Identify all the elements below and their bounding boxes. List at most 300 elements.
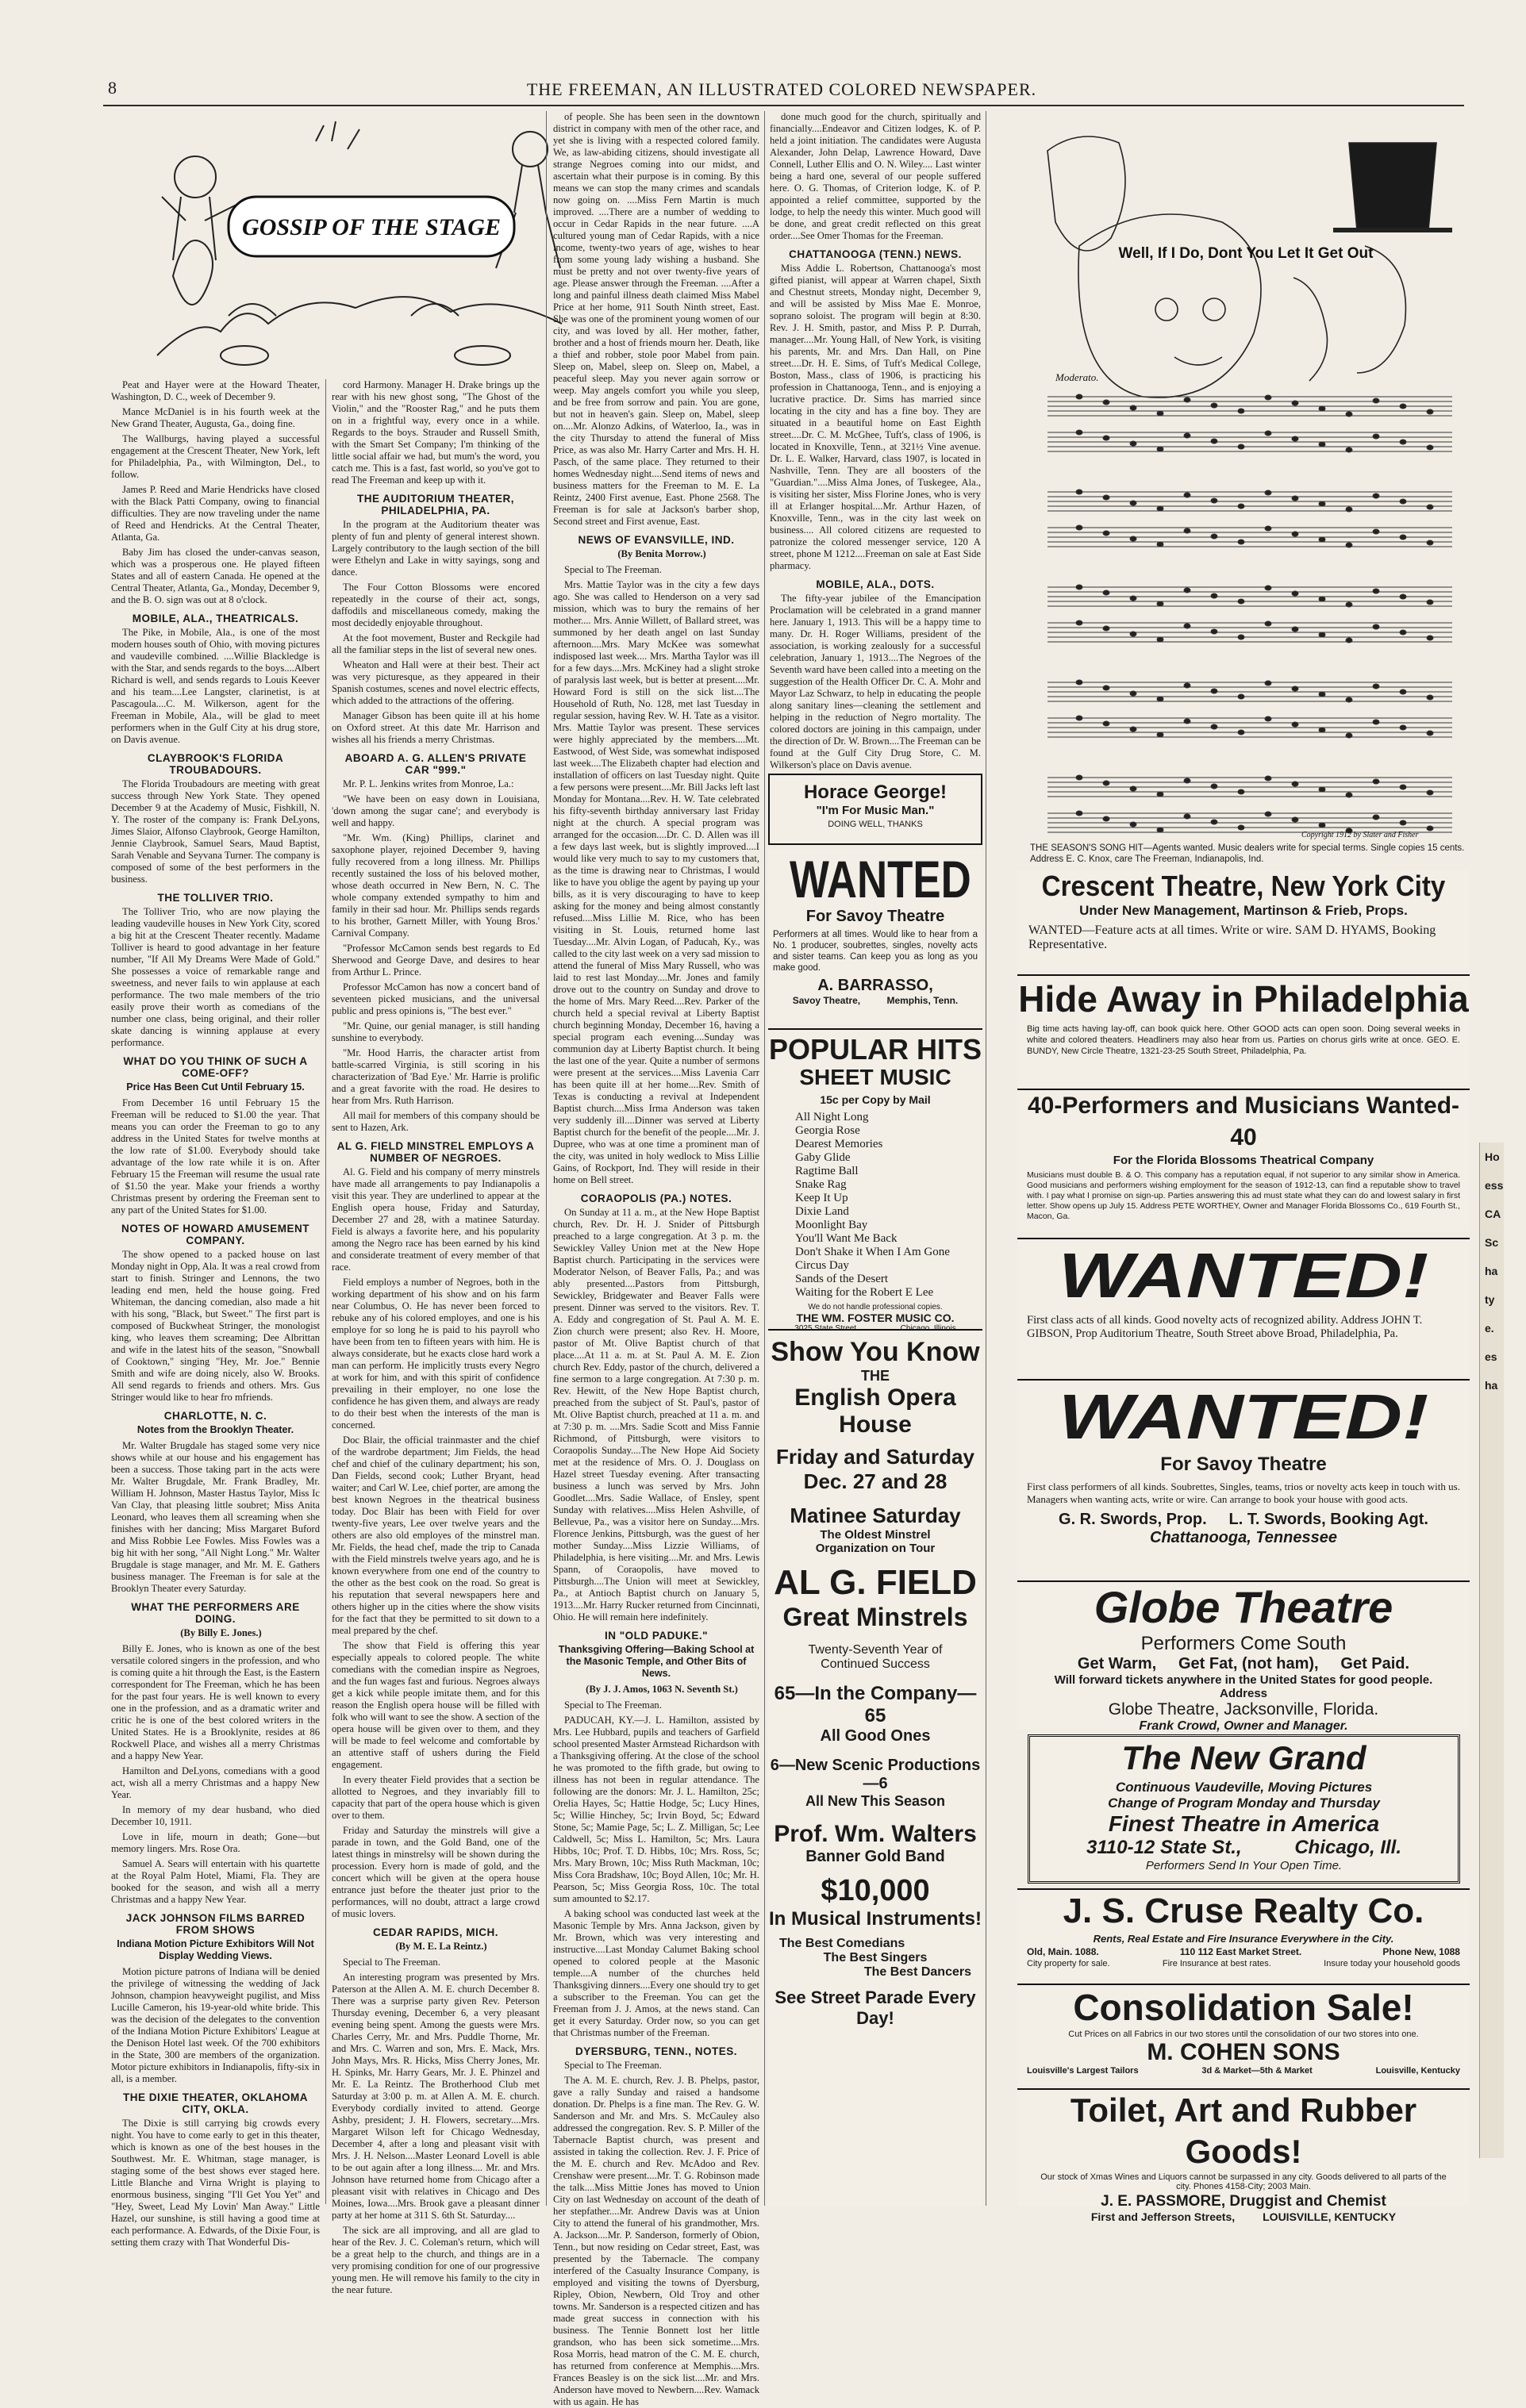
newgrand-heading: The New Grand: [1121, 1739, 1366, 1776]
popular-company: THE WM. FOSTER MUSIC CO.: [796, 1312, 955, 1324]
song-item: Moonlight Bay: [795, 1219, 868, 1231]
cruse-row-1: [1017, 1945, 1470, 1959]
music-note: [1076, 716, 1082, 720]
music-note: [1427, 600, 1433, 605]
music-note: [1130, 822, 1136, 827]
crescent-theatre-ad: [1017, 870, 1470, 971]
ad-line: 6—New Scenic Productions—6: [770, 1757, 981, 1792]
horace-sub: DOING WELL, THANKS: [828, 820, 923, 829]
consol-f1: Louisville's Largest Tailors: [1027, 2066, 1139, 2076]
ad-line: The Oldest Minstrel Organization on Tour: [815, 1528, 936, 1555]
music-note: [1319, 597, 1325, 601]
music-note: [1346, 602, 1352, 607]
music-note: [1103, 531, 1109, 536]
ad-line: English Opera House: [794, 1385, 956, 1438]
ad-line: $10,000: [821, 1874, 930, 1907]
article-paragraph: done much good for the church, spiritually and financially....Endeavor and Citizen lodges, K. of P. held a joint initiation. The candidates were Augusta Alexander, John Delap, Lawrence Howard, Dave Connell, Luther Ellis and O. N. Wiley.... Last winter being a hard one, several of our people suffered here. O. G. Thomas, of Criterion lodge, K. of P. appointed a relief committee, supported by the lodge, to help the needy this winter. Much good will be done, and great credit reflected on this great order....See Omer Thomas for the Freeman.: [770, 111, 981, 241]
music-note: [1427, 731, 1433, 735]
music-note: [1130, 501, 1136, 505]
article-paragraph: The show opened to a packed house on last Monday night in Opp, Ala. It was a real crowd from start to finish. Stringer and Lennons, the two leading end men, held the house going. Fred Whiteman, the dancing comedian, also made a hit with his song, "Black, but Sweet." The first part is composed of Buckwheat Stringer, the monologist king, who leaves them screaming; Dee Albrittan and wife in the latest hits of the season, "Snowball of Cooktown," singing "Hey, Mr. Joe." Bennie Smith and wife are doing nicely, also W. Brooks. All send regards to friends and others. Mrs. Gus Stringer would like to hear fro mfriends.: [111, 1249, 320, 1403]
music-note: [1211, 534, 1217, 539]
article-paragraph: Wheaton and Hall were at their best. Their act was very picturesque, as they appeared in their Spanish costumes, scenes and novel electric effects, which added to the attractions of the offering.: [332, 659, 540, 706]
music-note: [1400, 440, 1406, 444]
article-paragraph: "Mr. Wm. (King) Phillips, clarinet and saxophone player, rejoined December 9, having fully recovered from a long illness. Mr. Phillips recently sustained the loss of his beloved mother, whose death occurred in New Bern, N. C. The whole company extended sympathy to him and family in their sad hour. Mr. Phillips sends regards to his brother, Garnett Miller, with Young Bros.' Carnival Company.: [332, 832, 540, 939]
article-headline: DYERSBURG, TENN., NOTES.: [575, 2045, 738, 2057]
song-item: All Night Long: [795, 1111, 869, 1123]
article-paragraph: Billy E. Jones, who is known as one of the best versatile colored singers in the profession, and who is coming quite a hit through the East, is the Eastern correspondent for The Freeman, which he has been for the past four years. He is well known to every one in the profession, and as a dramatic writer and critic he is one of the best colored writers in the United States. He is a Brooklynite, resides at 86 Rockwell Place, and wishes all a merry Christmas and a happy New Year.: [111, 1643, 320, 1761]
article-byline: (By Benita Morrow.): [617, 548, 706, 559]
article-paragraph: "Mr. Quine, our genial manager, is still handing sunshine to everybody.: [332, 1020, 540, 1043]
article-paragraph: Special to The Freeman.: [564, 2060, 662, 2071]
tempo-marking: Moderato.: [1055, 371, 1099, 383]
article-paragraph: Motion picture patrons of Indiana will be denied the privilege of witnessing the wedding of Jack Johnson, champion heavyweight pugilist, and Miss Lucille Cameron, his 19-year-old white bride. This was the decision of the delegates to the convention of the Indiana Motion Picture Exhibitors' League at the Denison Hotel last week. Of the 700 exhibitors in the State, 300 are members of the organization. Motor picture exhibitors in Indianapolis, fifty-six in all, is a member.: [111, 1966, 320, 2084]
music-note: [1346, 447, 1352, 452]
toilet-art-rubber-goods-ad: [1017, 2088, 1470, 2223]
horace-tagline: "I'm For Music Man.": [816, 804, 935, 817]
article-paragraph: cord Harmony. Manager H. Drake brings up the rear with his new ghost song, "The Ghost of the Violin," and the "Rooster Rag," and he puts them on in a frightful way, every once in a while. Regards to the boys. Strauder and Russell Smith, with the Smart Set Company; I'm thinking of the little social affair we had, but mum's the word, you catch me. This is a fast, fast world, so you've got to read The Freeman and keep up with it.: [332, 379, 540, 486]
article-paragraph: PADUCAH, KY.—J. L. Hamilton, assisted by Mrs. Lee Hubbard, pupils and teachers of Garfield school presented Master Armstead Richardson with a Thanksgiving offering. At the close of the school he was promoted to the fifth grade, but owing to illness has not been in regular attendance. The following are the donors: Mr. J. L. Hamilton, 25c; Orelia Hayes, 5c; Hattie Hodge, 5c; Lucy Hines, 5c; Willie Hinchey, 5c; Irvin Boyd, 5c; Edward Stone, 5c; Mamie Page, 5c; L. Z. Milligan, 5c; Lee Caldwell, 5c; Miss L. Hamilton, 5c; Mrs. Laura Hibbs, 10c; Prof. T. D. Hibbs, 10c; Mrs. Ross, 5c; Mrs. Mary Brown, 10c; Miss Ruth Mackman, 10c; Miss Cora Bradshaw, 10c; Boyd Allen, 10c; Mr. H. Pearson, 5c; Miss Georgia Ross, 10c. The total sum amounted to $2.17.: [553, 1715, 759, 1904]
article-paragraph: Mr. Walter Brugdale has staged some very nice shows while at our house and his engagement has been a success. Those taking part in the acts were Mr. Walter Brugdale, Mr. Frank Bradley, Mr. William H. Johnson, Master Hastus Taylor, Miss Ic Van Clay, that pleasing little soubret; Miss Anita Leonard, who leaves them all screaming when she finishes with her dancing; Miss Margaret Buford and Miss Robbie Lee Fowles. Miss Fowles was a big hit with her song, "All Night Long." Mr. Walter Brugdale is stage manager, and Mr. M. E. Gathers business manager. The Freeman is for sale at the Brooklyn Theater every Saturday.: [111, 1440, 320, 1594]
song-item: Georgia Rose: [795, 1124, 860, 1137]
music-note: [1400, 499, 1406, 504]
cartoon-title: GOSSIP OF THE STAGE: [242, 214, 501, 240]
music-note: [1130, 536, 1136, 541]
song-item: You'll Want Me Back: [795, 1232, 898, 1245]
music-note: [1184, 397, 1190, 402]
article-paragraph: On Sunday at 11 a. m., at the New Hope Baptist church, Rev. Dr. H. J. Snider of Pittsburgh preached to a large congregation. At 3 p. m. the Sewickley Valley Union met at the New Hope Baptist church. Participating in the services were Moderator Nelson, of Beaver Falls, Pa.; and was ably presented....Pastors from Pittsburgh, Sewickley, Bridgewater and Beaver Falls were present. Dinner was served to the visitors. Rev. T. A. Eddy and congregation of St. Paul A. M. E. Zion church were present; also Rev. H. Moore, pastor of Mt. Olive Baptist church of that place....At 11 a. m. at St. Paul A. M. E. Zion church Rev. Eddy, pastor of the church, delivered a fine sermon to a large congregation. At 7:30 p. m. Rev. Hewitt, of the New Hope Baptist church, preached from the subject of St. Paul's, pastor of Mt. Olive Baptist church, preached at 11 a. m. and at 7:30 p. m. ....Mrs. Sadie Scott and Miss Fannie Richmond, of Pittsburgh, were visitors to Coraopolis Sunday....The New Hope Aid Society met at the residence of Mrs. O. J. Douglass on Hazel street Tuesday evening. After transacting business a lunch was served by Mrs. John Goodlet....Mrs. Sadie Wallace, of Ensley, spent Sunday with relatives....Miss Helen Ashville, of Bellevue, Pa., was a visitor here on Sunday....Mrs. Florence Jenkins, Pittsburgh, was the guest of her mother Sunday....Miss Lizzie Williams, of Philadelphia, is here visiting....Mr. and Mrs. Lewis Spann, of Coraopolis, have moved to Pittsburgh....The Union will meet at Sewickley, Pa., at Antioch Baptist church on January 5, 1913....Mr. Harry Rucker returned from Cincinnati, Ohio. He will remain here indefinitely.: [553, 1207, 759, 1623]
music-note: [1373, 529, 1379, 534]
article-paragraph: The A. M. E. church, Rev. J. B. Phelps, pastor, gave a rally Sunday and raised a handsome donation. Dr. Phelps is a fine man. The Rev. G. W. Sanderson and Mr. and Mrs. S. McCauley also addressed the congregation. Rev. S. P. Miller of the Tabernacle Baptist church, was present and assisted in taking the collection. Rev. J. F. Price of the M. E. church and Rev. McAdoo and Rev. Crenshaw were present....Mr. T. G. Robinson made the talk....Miss Mittie Jones has moved to Union City on last Wednesday on account of the death of her stepfather....Mr. Andrew Davis was at Union City to attend the funeral of his grandmother, Mrs. A. Jackson....Mr. P. Sanderson, formerly of Obion, Tenn., but now residing on Cedar street, East, was presented by the Tabernacle. The company interfered of the Casualty Insurance Company, is employed and visiting the towns of Dyersburg, Ripley, Obion, Newbern, Old Troy and other towns. Mr. Sanderson is a respected citizen and has made great success in connection with his business. The Tennie Bonnett lost her little grandson, who has been sick sometime....Mrs. Rosa Morris, head matron of the C. M. E. church, has returned from conference at Memphis....Mrs. Frances Beasley is on the sick list....Mr. and Mrs. Anderson have moved to Newbern....Rev. Wamack with us again. He has: [553, 2075, 759, 2407]
article-headline: CHARLOTTE, N. C.: [163, 1410, 267, 1422]
globe-line-3: Globe Theatre, Jacksonville, Florida.: [1108, 1700, 1379, 1719]
ad-line: Banner Gold Band: [805, 1848, 945, 1865]
music-note: [1076, 525, 1082, 530]
music-note: [1211, 689, 1217, 693]
music-note: [1292, 591, 1298, 596]
music-note: [1130, 691, 1136, 696]
music-note: [1400, 404, 1406, 409]
music-note: [1238, 825, 1244, 830]
music-note: [1346, 412, 1352, 417]
song-item: Circus Day: [795, 1259, 849, 1272]
hideaway-body: Big time acts having lay-off, can book quick here. Other GOOD acts can open soon. Doing several weeks in white and colored theaters. Headliners may also hear from us. Parties on chorus girls write at once. GEO. E. BUNDY, New Circle Theatre, 1321-23-25 South Street, Philadelphia, Pa.: [1027, 1024, 1460, 1056]
cruse-realty-ad: [1017, 1888, 1470, 1980]
article-paragraph: Peat and Hayer were at the Howard Theater, Washington, D. C., week of December 9.: [111, 379, 320, 402]
page-number: 8: [108, 78, 117, 98]
music-note: [1427, 505, 1433, 509]
music-note: [1076, 394, 1082, 399]
music-note: [1184, 588, 1190, 593]
forty-body: Musicians must double B. & O. This company has a reputation equal, if not superior to any similar show in America. Good musicians and performers wishing employment for the season of 1912-13, can find a reputable show to travel with. I pay what I promise on sign-up. Parties answering this ad must state what they can do and lowest salary in first letter. Show opens up July 15. Address PETE WORTHEY, Owner and Manager Florida Blossoms Co., 619 Fourth St., Macon, Ga.: [1027, 1170, 1460, 1221]
music-note: [1211, 593, 1217, 598]
crescent-body: WANTED—Feature acts at all times. Write or wire. SAM D. HYAMS, Booking Representative.: [1028, 924, 1436, 951]
music-note: [1157, 697, 1163, 701]
music-note: [1130, 727, 1136, 732]
article-headline: IN "OLD PADUKE.": [604, 1630, 709, 1642]
ad-line: 65—In the Company—65: [774, 1683, 977, 1726]
music-note: [1157, 792, 1163, 797]
article-paragraph: The fifty-year jubilee of the Emancipation Proclamation will be celebrated in a grand manner here. January 1, 1913. This will be a happy time to many. Dr. H. Roger Williams, president of the association, is working zealously for a successful celebration, January 1, 1913....The Negroes of the Seventh ward have been called into a meeting on the suggestion of the Health Officer Dr. C. A. Mohr and Mayor Laz Schwarz, to help in educating the people along sanitary lines—cleaning the settlement and helping in the reduction of Negro mortality. The colored doctors are joining in this campaign, under the direction of Dr. W. Brown....The Freeman can be found at the Gulf City Drug Store, C. M. Wilkerson's place on Davis avenue.: [770, 593, 981, 770]
music-note: [1103, 590, 1109, 595]
cruse-heading: J. S. Cruse Realty Co.: [1063, 1891, 1424, 1930]
article-byline: (By J. J. Amos, 1063 N. Seventh St.): [586, 1684, 738, 1695]
article-paragraph: In the program at the Auditorium theater was plenty of fun and plenty of general interest shown. Largely contributory to the laugh section of the bill were Ethelyn and Lake in witty sayings, song and dance.: [332, 519, 540, 578]
article-headline: CHATTANOOGA (TENN.) NEWS.: [789, 248, 962, 260]
music-note: [1157, 506, 1163, 511]
article-paragraph: In memory of my dear husband, who died December 10, 1911.: [111, 1804, 320, 1827]
article-paragraph: Special to The Freeman.: [564, 1699, 662, 1711]
song-item: Snake Rag: [795, 1178, 847, 1191]
music-note: [1346, 733, 1352, 738]
article-paragraph: The sick are all improving, and all are glad to hear of the Rev. J. C. Coleman's return, which will be a great help to the church, and things are in a very promising condition for one of our progressive young men. He will remove his family to the city in the near future.: [332, 2225, 540, 2295]
article-paragraph: Friday and Saturday the minstrels will give a parade in town, and the Gold Band, one of the latest things in minstrelsy will be shown during the procession. Every horn is made of gold, and the concert which will be given at the opera house entrance just before the theater just prior to the performances, will no doubt, attract a large crowd of music lovers.: [332, 1825, 540, 1919]
consol-footer: [1017, 2066, 1470, 2076]
music-note: [1103, 400, 1109, 405]
music-note: [1400, 594, 1406, 599]
wanted-sub: For Savoy Theatre: [805, 908, 945, 925]
music-note: [1211, 403, 1217, 408]
adjacent-page-edge: [1479, 1143, 1504, 2158]
wanted3-city: Chattanooga, Tennessee: [1150, 1529, 1337, 1546]
article-paragraph: At the foot movement, Buster and Reckgile had all the familiar steps in the list of several new ones.: [332, 632, 540, 655]
music-note: [1319, 823, 1325, 828]
news-column-4: [770, 111, 981, 770]
popular-price: 15c per Copy by Mail: [820, 1093, 931, 1106]
music-note: [1292, 627, 1298, 632]
cruse-note-3: Insure today your household goods: [1324, 1959, 1460, 1968]
edge-fragment: ha: [1485, 1379, 1498, 1392]
music-note: [1157, 601, 1163, 606]
music-note: [1184, 493, 1190, 497]
music-note: [1373, 624, 1379, 629]
consol-heading: Consolidation Sale!: [1073, 1987, 1414, 2028]
wanted3-heading: WANTED!: [1058, 1381, 1429, 1452]
article-paragraph: Hamilton and DeLyons, comedians with a good act, wish all a merry Christmas and a happy New Year.: [111, 1765, 320, 1800]
ad-line: Great Minstrels: [782, 1603, 968, 1631]
article-headline: ABOARD A. G. ALLEN'S PRIVATE CAR "999.": [344, 752, 527, 776]
article-paragraph: The Florida Troubadours are meeting with great success through New York State. They opened December 9 at the Academy of Music, Fishkill, N. Y. The roster of the company is: Frank DeLyons, Jimes Slaior, Alfonso Claybrook, George Hamilton, Jennie Claybrook, Samuel Sears, Maud Baptist, Sarah Venable and Seyvana Turner. The company is composed of some of the best performers in the business.: [111, 778, 320, 885]
music-note: [1346, 697, 1352, 702]
toilet-body: Our stock of Xmas Wines and Liquors cannot be surpassed in any city. Goods delivered to all parts of the city. Phones 4158-City; 2003 Main.: [1040, 2172, 1447, 2191]
music-note: [1076, 680, 1082, 685]
edge-fragment: e.: [1485, 1322, 1494, 1335]
song-title-banner: Well, If I Do, Dont You Let It Get Out: [1118, 245, 1374, 262]
news-column-1: [111, 379, 320, 2248]
cruse-sub: Rents, Real Estate and Fire Insurance Everywhere in the City.: [1093, 1933, 1394, 1945]
music-note: [1184, 433, 1190, 438]
cruse-row-2: [1017, 1959, 1470, 1968]
article-paragraph: In every theater Field provides that a section be allotted to Negroes, and they invariably fill to capacity that part of the opera house which is given over to them.: [332, 1774, 540, 1821]
article-headline: WHAT DO YOU THINK OF SUCH A COME-OFF?: [123, 1055, 308, 1079]
newgrand-line-1: Continuous Vaudeville, Moving Pictures: [1115, 1780, 1373, 1795]
music-note: [1076, 585, 1082, 590]
ad-line: All New This Season: [805, 1793, 946, 1809]
wanted3-names: G. R. Swords, Prop. L. T. Swords, Booking Agt.: [1059, 1511, 1428, 1528]
music-note: [1211, 820, 1217, 824]
news-column-3: [553, 111, 759, 2407]
music-note: [1292, 496, 1298, 501]
popular-heading: POPULAR HITS: [768, 1033, 982, 1066]
music-note: [1346, 638, 1352, 643]
article-byline: (By M. E. La Reintz.): [395, 1941, 487, 1952]
forty-heading: 40-Performers and Musicians Wanted-40: [1027, 1093, 1460, 1150]
music-note: [1400, 535, 1406, 540]
music-note: [1346, 793, 1352, 797]
music-note: [1292, 436, 1298, 441]
music-note: [1346, 507, 1352, 512]
article-headline: THE DIXIE THEATER, OKLAHOMA CITY, OKLA.: [122, 2091, 308, 2115]
edge-fragment: ty: [1485, 1293, 1495, 1306]
music-note: [1319, 787, 1325, 792]
music-note: [1211, 724, 1217, 729]
crescent-heading: Crescent Theatre, New York City: [1041, 870, 1446, 902]
article-paragraph: The Dixie is still carrying big crowds every night. You have to come early to get in this theater, which is known as one of the best houses in the Southwest. Mr. E. Whitman, stage manager, is staging some of the best shows ever staged here. Little Blanche and Virna Wright is playing to enormous business, singing "I'll Get You Yet" and "Hey, Sweet, Lead My Lovin' Man Away." Little Hazel, our sunshine, is still having a good time at each performance. A. Edwards, of the Dixie Four, is setting them crazy with That Wonderful Dis-: [111, 2118, 320, 2248]
column-divider: [546, 111, 547, 2206]
sheet-music-caption: THE SEASON'S SONG HIT—Agents wanted. Music dealers write for special terms. Single copies 15 cents. Address E. C. Knox, care The Freeman, Indianapolis, Ind.: [1030, 843, 1465, 864]
music-note: [1427, 636, 1433, 640]
music-note: [1373, 398, 1379, 403]
ad-line: Twenty-Seventh Year of Continued Success: [808, 1643, 943, 1671]
ad-line: See Street Parade Every Day!: [775, 1987, 976, 2028]
article-headline: JACK JOHNSON FILMS BARRED FROM SHOWS: [125, 1912, 306, 1936]
article-paragraph: A baking school was conducted last week at the Masonic Temple by Mrs. Anna Jackson, given by Mr. Brown, which was very interesting and instructive....Last Monday Calumet Baking school opened to colored people at the Masonic temple....A number of the churches held Thanksgiving dinners....Every one should try to get a subscriber to the Freeman. You can get the Freeman from J. J. Amos, at the news stand. Can get it every Saturday. Order now, so you can get that Christmas number of the Freeman.: [553, 1908, 759, 2038]
music-note: [1373, 684, 1379, 689]
music-note: [1103, 495, 1109, 500]
music-note: [1238, 730, 1244, 735]
hideaway-heading: Hide Away in Philadelphia: [1018, 978, 1469, 1020]
column-divider: [325, 379, 326, 2204]
article-paragraph: of people. She has been seen in the downtown district in company with men of the other race, and yet she is living with a respected colored family. We, as law-abiding citizens, should investigate all strange Negroes coming into our midst, and ascertain what their purpose is in coming. By this means we can stop the many crimes and scandals now going on. ....Miss Fern Martin is much improved. ....There are a number of wedding to occur in Cedar Rapids in the near future. ....A cultured young man of Cedar Rapids, with a nice income, twenty-two years of age, wishes to hear from some young lady wishing a husband. She must be pretty and not over twenty-five years of age. Please answer through the Freeman. ....After a long and painful illness death claimed Miss Mabel Price at her home, 911 South Ninth street, East. She was one of the prominent young women of our city, and was loved by all. Her mother, father, brother and a host of friends mourn her. Death, like a thief and robber, stole poor Mabel from pain. Sleep on, Mabel, sleep on. Sleep on, Mabel, a peaceful sleep. May you never again sorrow or weep. May angels comfort you while you sleep, and be free from sorrow and pain. You are gone, but not in heaven's gain. Sleep on, Mabel, sleep on....Mr. Alonzo Adkins, of Waterloo, Ia., was in the city Thursday to attend the funeral of Miss Price, as was also Mr. Harry Carter and Mrs. H. H. Pasch, of the same place. They returned to their homes Wednesday night....Send items of news and business matters for the Freeman to M. E. La Reintz, 2400 First avenue, East. Phone 2568. The Freeman is for sale at Jackson's barber shop, Second street and First avenue, East.: [553, 111, 759, 527]
music-note: [1238, 504, 1244, 509]
music-note: [1292, 817, 1298, 822]
music-note: [1211, 439, 1217, 444]
music-note: [1319, 632, 1325, 637]
music-note: [1238, 694, 1244, 699]
music-note: [1076, 775, 1082, 780]
music-note: [1400, 689, 1406, 694]
globe-heading: Globe Theatre: [1094, 1582, 1393, 1632]
music-note: [1157, 828, 1163, 832]
article-byline: (By Billy E. Jones.): [180, 1627, 262, 1638]
music-note: [1319, 692, 1325, 697]
music-note: [1265, 490, 1271, 495]
music-note: [1103, 686, 1109, 690]
music-note: [1319, 406, 1325, 411]
music-note: [1157, 447, 1163, 451]
newgrand-line-4: 3110-12 State St., Chicago, Ill.: [1086, 1837, 1402, 1858]
article-paragraph: The Tolliver Trio, who are now playing the leading vaudeville houses in New York City, scored a big hit at the Crescent Theater recently. Madame Tolliver is heard to good advantage in her feature number, "If All My Dreams Were Made of Gold." She possesses a voice of remarkable range and sweetness, and never fails to win applause at each performance. The two male members of the trio easily prove their worth as comedians of the number one class, being original, and their roller skate dancing is winning applause at every performance.: [111, 906, 320, 1048]
music-note: [1373, 779, 1379, 784]
song-item: Sands of the Desert: [795, 1273, 889, 1285]
cruse-new-phone: Phone New, 1088: [1382, 1946, 1460, 1957]
globe-sub: Performers Come South: [1140, 1633, 1347, 1654]
article-subheadline: Indiana Motion Picture Exhibitors Will Not Display Wedding Views.: [117, 1938, 314, 1961]
popular-heading-2: SHEET MUSIC: [799, 1065, 951, 1089]
music-note: [1265, 776, 1271, 781]
masthead: THE FREEMAN, AN ILLUSTRATED COLORED NEWSPAPER.: [526, 79, 1037, 99]
music-note: [1292, 532, 1298, 536]
music-note: [1103, 781, 1109, 785]
news-column-2: [332, 379, 540, 2295]
edge-fragment: ha: [1485, 1265, 1498, 1277]
article-headline: THE TOLLIVER TRIO.: [157, 892, 274, 904]
music-note: [1265, 395, 1271, 400]
song-item: Ragtime Ball: [795, 1165, 859, 1177]
al-g-field-minstrels-ad: [768, 1329, 982, 2206]
article-headline: NOTES OF HOWARD AMUSEMENT COMPANY.: [121, 1223, 309, 1246]
article-paragraph: Manager Gibson has been quite ill at his home on Oxford street. At this date Mr. Harrison and wishes all his friends a merry Christmas.: [332, 710, 540, 745]
article-subheadline: Price Has Been Cut Until February 15.: [126, 1081, 305, 1093]
consolidation-sale-ad: [1017, 1984, 1470, 2085]
article-headline: MOBILE, ALA., THEATRICALS.: [132, 613, 299, 624]
music-note: [1184, 778, 1190, 783]
forty-sub: For the Florida Blossoms Theatrical Company: [1113, 1154, 1374, 1167]
newgrand-line-3: Finest Theatre in America: [1108, 1811, 1380, 1836]
globe-line-1: Get Warm, Get Fat, (not ham), Get Paid.: [1077, 1655, 1410, 1673]
article-paragraph: Baby Jim has closed the under-canvas season, which was a prosperous one. He played fifteen States and all of eastern Canada. He opened at the Central Theater, Atlanta, Ga., Monday, December 9, and the B. O. sign was out at 8 o'clock.: [111, 547, 320, 605]
music-note: [1184, 683, 1190, 688]
music-note: [1265, 586, 1271, 590]
cruse-note-1: City property for sale.: [1027, 1959, 1110, 1968]
article-headline: CEDAR RAPIDS, MICH.: [372, 1926, 498, 1938]
song-item: Dixie Land: [795, 1205, 849, 1218]
cruse-note-2: Fire Insurance at best rates.: [1162, 1959, 1271, 1968]
article-headline: WHAT THE PERFORMERS ARE DOING.: [131, 1601, 300, 1625]
music-note: [1427, 445, 1433, 450]
consol-body: Cut Prices on all Fabrics in our two stores until the consolidation of our two stores into one.: [1068, 2030, 1419, 2039]
music-note: [1319, 728, 1325, 732]
music-note: [1157, 542, 1163, 547]
wanted-contact: A. BARRASSO,: [817, 977, 933, 994]
ad-line: THE: [861, 1368, 890, 1384]
music-note: [1238, 599, 1244, 604]
article-paragraph: The Four Cotton Blossoms were encored repeatedly in the course of their act, songs, daffodils and miscellaneous comedy, making the most decidedly enjoyable throughout.: [332, 582, 540, 628]
gossip-cartoon-illustration: [149, 117, 578, 375]
music-note: [1427, 409, 1433, 414]
ad-line: Friday and Saturday: [776, 1445, 974, 1469]
article-subheadline: Notes from the Brooklyn Theater.: [136, 1424, 294, 1435]
sheet-music-illustration: [1032, 119, 1464, 843]
article-paragraph: Miss Addie L. Robertson, Chattanooga's most gifted pianist, will appear at Warren chapel, Sixth and Chestnut streets, Monday night, December 9, and will be assisted by Miss Mae E. Monroe, soprano soloist. The program will begin at 8:30. Rev. J. H. Smith, pastor, and Miss P. P. Durrah, manager....Mr. Young Hall, of New York, is visiting his parents, Mr. and Mrs. Dan Hall, on Pine street....Dr. H. E. Sims, of Tuft's Medical College, Boston, Mass., class of 1906, is practicing his profession in Chattanooga, Tenn., and is enjoying a lucrative practice. Dr. Sims has married since locating in the city and has a fine boy. They are situated in a beautiful home on East Eighth street....Dr. C. M. McGhee, Tuft's, class of 1906, is located in Knoxville, Tenn., at 321½ Vine avenue. Dr. L. E. Walker, Harvard, class 1907, is located in Nashville, Tenn. They are all boosters of the "Guardian."....Miss Alma Jones, of Tuskegee, Ala., is visiting her sister, Miss Florine Jones, who is very ill at Erlanger hospital....Mr. Arthur Hazen, of Knoxville, Tenn., was in the city last week on business.... All colored citizens are requested to patronize the colored messenger service, 120 A street, phone M 1212....Freeman on sale at East Side pharmacy.: [770, 263, 981, 571]
music-note: [1238, 540, 1244, 544]
music-note: [1130, 632, 1136, 636]
horace-george-ad: [768, 774, 982, 845]
song-item: Waiting for the Robert E Lee: [795, 1286, 934, 1299]
article-paragraph: Special to The Freeman.: [564, 564, 662, 575]
music-note: [1373, 815, 1379, 820]
wanted2-body: First class acts of all kinds. Good novelty acts of recognized ability. Address JOHN T. GIBSON, Prop Auditorium Theatre, South Street above Broad, Philadelphia, Pa.: [1027, 1314, 1423, 1340]
music-note: [1265, 431, 1271, 436]
article-paragraph: An interesting program was presented by Mrs. Paterson at the Allen A. M. E. church December 8. There was a surprise party given Rev. Peterson Thursday evening, December 6, a very pleasant evening being spent. Among the guests were Mrs. Charles Cerry, Mr. and Mrs. Puddle Thorne, Mr. and Mrs. C. Warren and son, Mrs. E. Mack, Mrs. John Mays, Mrs. R. Hicks, Miss Cherry Jones, Mr. H. Spinks, Mr. Harry Gears, Mr. J. E. Phinzel and Mr. E. La Reintz. The Brotherhood Club met Saturday at 3:00 p. m. at Allen A. M. E. church. Everybody cordially invited to attend. George Ashby, president; J. H. Flowers, secretary....Mrs. Margaret Wilson left for Chicago Wednesday, December 4, after a long and pleasant visit with Mrs. J. H. Nelson....Master Leonard Lovell is able to be out again after a long illness.... Mr. and Mrs. Johnson have returned home from Chicago after a pleasant visit with relatives in Chicago and Des Moines, Iowa....Mrs. Brook gave a pleasant dinner party at her home at 311 S. 6th St. Saturday....: [332, 1972, 540, 2221]
article-paragraph: "Professor McCamon sends best regards to Ed Sherwood and George Dave, and desires to hear from Arthur L. Prince.: [332, 943, 540, 977]
music-note: [1265, 681, 1271, 686]
music-note: [1130, 405, 1136, 410]
song-list: [768, 1111, 982, 1300]
article-paragraph: From December 16 until February 15 the Freeman will be reduced to $1.00 the year. That means you can order the Freeman to go to any address in the United States for twelve months at the low rate of $1.00. Everybody should take advantage of the low rate while it is on. After February 15 the Freeman will resume the usual rate of $1.50 the year. Make your friends a worthy Christmas present by ordering the Freeman sent to any part of the United States for $1.00.: [111, 1097, 320, 1216]
article-paragraph: Samuel A. Sears will entertain with his quartette at the Royal Palm Hotel, Miami, Fla. They are booked for the season, and wish all a merry Christmas and a happy New Year.: [111, 1858, 320, 1905]
article-headline: CORAOPOLIS (PA.) NOTES.: [580, 1192, 732, 1204]
newgrand-line-2: Change of Program Monday and Thursday: [1108, 1795, 1380, 1811]
music-note: [1211, 784, 1217, 789]
song-item: Don't Shake it When I Am Gone: [795, 1246, 950, 1258]
music-note: [1076, 490, 1082, 494]
music-note: [1184, 624, 1190, 628]
ad-line: Show You Know: [771, 1337, 980, 1367]
cruse-address: 110 112 East Market Street.: [1179, 1946, 1302, 1957]
music-note: [1319, 442, 1325, 447]
music-note: [1319, 501, 1325, 506]
wanted-body: Performers at all times. Would like to hear from a No. 1 producer, soubrettes, singles, novelty acts and sister teams. Can keep you as long as you make good.: [773, 930, 978, 973]
music-note: [1292, 401, 1298, 405]
article-paragraph: "We have been on easy down in Louisiana, 'down among the sugar cane'; and everybody is well and happy.: [332, 793, 540, 828]
music-note: [1427, 695, 1433, 700]
ad-line: The Best Dancers: [863, 1965, 971, 1979]
article-paragraph: Field employs a number of Negroes, both in the working department of his show and on his farm near Columbus, O. He has never been forced to rebuke any of his colored employes, and one is his employe for so long he is paid to his payroll who have been from ten to fifteen years with him. He is always considerate, but he exacts close hard work a man can perform. He implicitly trusts every Negro at work for him, and with this spirit of confidence prevailing in their employer, no one lose the confidence he has given them, and always are ready to do their best when the interests of the man is concerned.: [332, 1277, 540, 1431]
article-paragraph: Special to The Freeman.: [343, 1957, 440, 1968]
song-item: Keep It Up: [795, 1192, 848, 1204]
music-note: [1211, 629, 1217, 634]
article-paragraph: Al. G. Field and his company of merry minstrels have made all arrangements to pay Indianapolis a visit this year. They are underlined to appear at the English opera house, Friday and Saturday, December 27 and 28, with a matinee Saturday. Field is always a favorite here, and his popularity among the Negro race has been earned by his kind and considerate treatment of every member of that race.: [332, 1166, 540, 1273]
article-paragraph: Mrs. Mattie Taylor was in the city a few days ago. She was called to Henderson on a very sad mission, which was to bury the remains of her mother.... Mrs. Annie Willett, of Ballard street, was summoned by her death angel on last Sunday afternoon....Mrs. Mary McKee was somewhat indisposed last week.... Mrs. Martha Taylor was ill for a few days....Mrs. McKiney had a slight stroke of paralysis last week, but is better at present....Mr. Howard Ford is still on the sick list....The Household of Ruth, No. 128, met last Tuesday in regular session, having Rev. W. H. Tate as a visitor. Mrs. Mattie Taylor was present. These services were highly appreciated by the members....Mt. Eastwood, of West Side, was somewhat indisposed last week....The Elizabeth chapter had election and installation of officers on last Tuesday night. Quite a few persons were present....Mr. Bill Jacks left last Monday for Montana....Rev. H. W. Tate celebrated his fifty-seventh birthday anniversary last Friday night at the church. A special program was arranged for the occasion....Dr. C. D. Allen was ill a few days last week, but is slightly improved....I would like very much to say to my customers that, as the time is drawing near to Christmas, I would like to have you oblige the agent by paying up your bills, as it is very discouraging to have to keep asking for the money and being almost constantly refused....Miss Lillie M. Rice, who has been visiting in St. Louis, returned home last Tuesday....Mr. Alvin Logan, of Paducah, Ky., was called to the city last week on a very sad mission to attend the funeral of Miss Mary Russell, who was laid to rest last Monday....Mr. Jones and family drove out to the country on Sunday and drove to the home of Mrs. Mary Reed....Rev. Parker of the church held a special revival at Liberty Baptist church beginning Monday, December 16, having a special program each evening....Sunday was communion day at Liberty Baptist church. It being the last one of the year. Quite a number of sermons were present at the services....Miss Lavenia Carr has been quite ill at her home....Rev. Smith of Texas is conducting a revival at Independent Baptist church....Miss Irma Anderson was taken very suddenly ill....Dinner was served at Liberty Baptist church for the benefit of the people....Mr. J. Dupree, who was at one time a prominent man of the city, was united in holy wedlock to Miss Lillie Gains, of Rockport, Ind. They will reside in their home on Bell street.: [553, 579, 759, 1185]
music-note: [1103, 721, 1109, 726]
music-note: [1184, 814, 1190, 819]
ad-line: Prof. Wm. Walters: [774, 1821, 977, 1847]
forty-performers-ad: [1017, 1089, 1470, 1231]
wanted3-body: First class performers of all kinds. Soubrettes, Singles, teams, trios or novelty acts keep in touch with us. Managers when wanting acts, write or wire. Can arrange to book your house with good acts.: [1027, 1481, 1460, 1505]
music-note: [1076, 430, 1082, 435]
wanted3-sub: For Savoy Theatre: [1160, 1454, 1327, 1475]
sheet-copyright: Copyright 1912 by Slater and Fisher: [1301, 831, 1419, 839]
article-paragraph: Mr. P. L. Jenkins writes from Monroe, La.:: [343, 778, 514, 789]
music-note: [1238, 789, 1244, 794]
wanted-savoy-memphis-ad: [768, 851, 982, 1023]
consol-f2: 3d & Market—5th & Market: [1201, 2066, 1313, 2076]
ad-line: Dec. 27 and 28: [803, 1469, 948, 1493]
ad-line: Matinee Saturday: [790, 1504, 961, 1527]
music-note: [1292, 686, 1298, 691]
music-note: [1373, 720, 1379, 724]
article-headline: CLAYBROOK'S FLORIDA TROUBADOURS.: [147, 752, 284, 776]
music-note: [1103, 816, 1109, 821]
music-note: [1238, 444, 1244, 449]
music-note: [1427, 790, 1433, 795]
edge-fragment: CA: [1485, 1208, 1501, 1220]
ad-line: AL G. FIELD: [774, 1563, 977, 1602]
article-paragraph: Mance McDaniel is in his fourth week at the New Grand Theater, Augusta, Ga., doing fine.: [111, 406, 320, 429]
edge-fragment: ess: [1485, 1179, 1504, 1192]
music-note: [1373, 434, 1379, 439]
song-item: Dearest Memories: [795, 1138, 883, 1150]
ad-line: In Musical Instruments!: [768, 1908, 982, 1930]
crescent-sub: Under New Management, Martinson & Frieb, Props.: [1079, 903, 1408, 918]
ad-line: The Best Comedians: [779, 1937, 905, 1950]
new-grand-ad: [1028, 1734, 1460, 1884]
masthead-rule: [103, 105, 1464, 106]
newgrand-line-5: Performers Send In Your Open Time.: [1145, 1859, 1343, 1872]
music-note: [1427, 540, 1433, 545]
article-subheadline: Thanksgiving Offering—Baking School at the Masonic Temple, and Other Bits of News.: [558, 1644, 755, 1679]
music-note: [1076, 620, 1082, 625]
wanted-address: Savoy Theatre, Memphis, Tenn.: [792, 995, 959, 1006]
popular-hits-ad: [768, 1028, 982, 1322]
article-paragraph: The show that Field is offering this year especially appeals to colored people. The white comedians with the comedian inspire as Negroes, and the fun wages fast and furious. Negroes always get a kick while people imitate them, and for this reason the English opera house will be filled with folk who will want to see the show. A section of the opera house will be given over to them, and they will be made to feel welcome and comfortable by an attentive staff of ushers during the Field engagement.: [332, 1640, 540, 1770]
globe-theatre-ad: [1017, 1580, 1470, 1733]
horace-name: Horace George!: [803, 782, 948, 803]
music-note: [1400, 820, 1406, 825]
music-note: [1400, 785, 1406, 789]
article-paragraph: Love in life, mourn in death; Gone—but memory lingers. Mrs. Rose Ora.: [111, 1831, 320, 1854]
music-note: [1400, 725, 1406, 730]
